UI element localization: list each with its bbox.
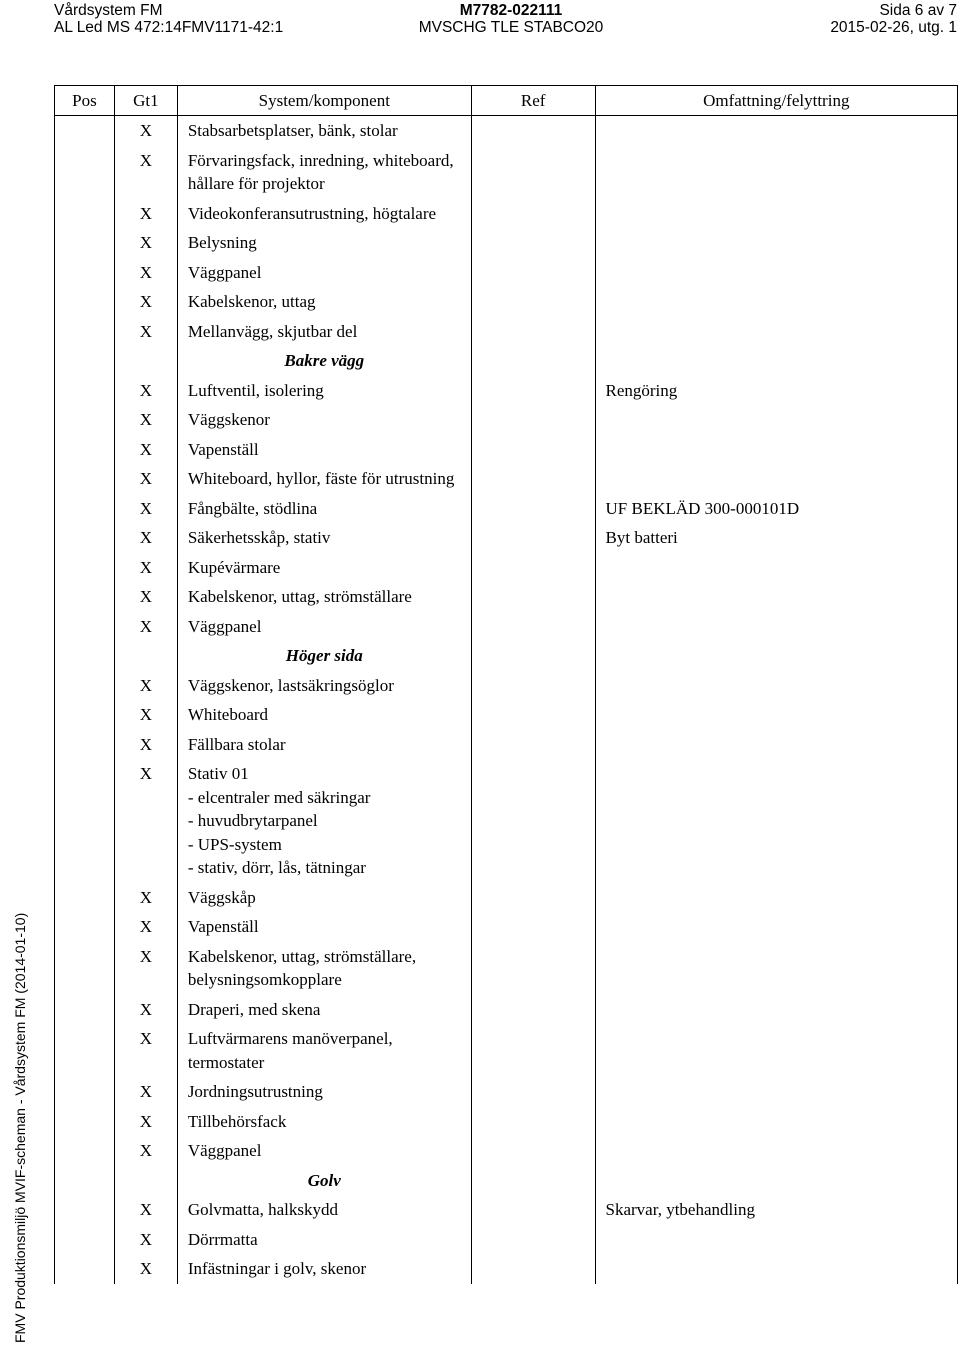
pos-cell [55, 700, 115, 730]
gt1-cell: X [114, 582, 177, 612]
header-date-edition: 2015-02-26, utg. 1 [830, 19, 957, 36]
component-cell: Infästningar i golv, skenor [177, 1254, 471, 1284]
component-line: - UPS-system [187, 834, 282, 854]
table-row [55, 730, 958, 760]
omfattning-cell [595, 258, 957, 288]
gt1-cell: X [114, 671, 177, 701]
omfattning-cell [595, 759, 957, 883]
omfattning-cell [595, 1254, 957, 1284]
ref-cell [471, 1166, 595, 1196]
gt1-cell [114, 641, 177, 671]
component-cell: Dörrmatta [177, 1225, 471, 1255]
gt1-cell: X [114, 287, 177, 317]
pos-cell [55, 995, 115, 1025]
omfattning-cell [595, 464, 957, 494]
header-left [54, 2, 283, 36]
gt1-cell: X [114, 700, 177, 730]
pos-cell [55, 582, 115, 612]
pos-cell [55, 1166, 115, 1196]
gt1-cell: X [114, 1077, 177, 1107]
gt1-cell: X [114, 912, 177, 942]
ref-cell [471, 376, 595, 406]
omfattning-cell [595, 317, 957, 347]
table-row [55, 258, 958, 288]
column-header-gt1: Gt1 [114, 86, 177, 116]
table-row [55, 287, 958, 317]
component-line: - elcentraler med säkringar [187, 787, 371, 807]
gt1-cell [114, 1166, 177, 1196]
section-row [55, 346, 958, 376]
omfattning-cell: Skarvar, ytbehandling [595, 1195, 957, 1225]
gt1-cell: X [114, 435, 177, 465]
pos-cell [55, 1107, 115, 1137]
table-row [55, 494, 958, 524]
component-cell: Väggskenor [177, 405, 471, 435]
pos-cell [55, 641, 115, 671]
pos-cell [55, 1225, 115, 1255]
ref-cell [471, 346, 595, 376]
gt1-cell: X [114, 464, 177, 494]
component-cell: Luftvärmarens manöverpanel, termostater [177, 1024, 471, 1077]
component-line: Förvaringsfack, inredning, whiteboard, [187, 150, 454, 170]
ref-cell [471, 912, 595, 942]
omfattning-cell [595, 995, 957, 1025]
pos-cell [55, 405, 115, 435]
component-cell: Whiteboard, hyllor, fäste för utrustning [177, 464, 471, 494]
pos-cell [55, 553, 115, 583]
gt1-cell: X [114, 258, 177, 288]
ref-cell [471, 1195, 595, 1225]
pos-cell [55, 435, 115, 465]
component-cell: Kabelskenor, uttag, strömställare [177, 582, 471, 612]
gt1-cell: X [114, 1107, 177, 1137]
table-row [55, 228, 958, 258]
gt1-cell: X [114, 883, 177, 913]
ref-cell [471, 942, 595, 995]
component-cell: Kabelskenor, uttag [177, 287, 471, 317]
omfattning-cell [595, 405, 957, 435]
gt1-cell: X [114, 995, 177, 1025]
component-line: Stativ 01 [187, 764, 249, 783]
table-row [55, 1077, 958, 1107]
component-cell: Vapenställ [177, 435, 471, 465]
pos-cell [55, 287, 115, 317]
pos-cell [55, 464, 115, 494]
gt1-cell: X [114, 730, 177, 760]
omfattning-cell [595, 146, 957, 199]
ref-cell [471, 258, 595, 288]
gt1-cell: X [114, 228, 177, 258]
omfattning-cell [595, 912, 957, 942]
pos-cell [55, 228, 115, 258]
gt1-cell: X [114, 1254, 177, 1284]
component-cell: Mellanvägg, skjutbar del [177, 317, 471, 347]
omfattning-cell [595, 671, 957, 701]
ref-cell [471, 641, 595, 671]
ref-cell [471, 228, 595, 258]
ref-cell [471, 700, 595, 730]
omfattning-cell [595, 346, 957, 376]
table-row [55, 199, 958, 229]
component-cell: Draperi, med skena [177, 995, 471, 1025]
pos-cell [55, 494, 115, 524]
omfattning-cell [595, 1024, 957, 1077]
gt1-cell: X [114, 1195, 177, 1225]
component-cell: Jordningsutrustning [177, 1077, 471, 1107]
ref-cell [471, 1024, 595, 1077]
component-cell: Stabsarbetsplatser, bänk, stolar [177, 116, 471, 146]
omfattning-cell: UF BEKLÄD 300-000101D [595, 494, 957, 524]
pos-cell [55, 346, 115, 376]
component-line: - stativ, dörr, lås, tätningar [187, 858, 366, 877]
side-footer-text: FMV Produktionsmiljö MVIF-scheman - Vårdsystem FM (2014-01-10) [12, 912, 28, 1343]
ref-cell [471, 1225, 595, 1255]
table-row [55, 523, 958, 553]
component-cell: Väggpanel [177, 612, 471, 642]
ref-cell [471, 759, 595, 883]
pos-cell [55, 523, 115, 553]
gt1-cell: X [114, 1225, 177, 1255]
component-cell: Videokonferansutrustning, högtalare [177, 199, 471, 229]
omfattning-cell [595, 582, 957, 612]
table-row [55, 1107, 958, 1137]
gt1-cell: X [114, 494, 177, 524]
pos-cell [55, 1024, 115, 1077]
pos-cell [55, 883, 115, 913]
pos-cell [55, 730, 115, 760]
omfattning-cell [595, 287, 957, 317]
omfattning-cell [595, 1225, 957, 1255]
gt1-cell: X [114, 405, 177, 435]
omfattning-cell [595, 553, 957, 583]
component-cell: Fångbälte, stödlina [177, 494, 471, 524]
ref-cell [471, 116, 595, 146]
component-line: hållare för projektor [187, 174, 325, 193]
ref-cell [471, 405, 595, 435]
ref-cell [471, 146, 595, 199]
table-row [55, 612, 958, 642]
ref-cell [471, 1077, 595, 1107]
header-document-code: MVSCHG TLE STABCO20 [418, 19, 604, 36]
table-row [55, 1254, 958, 1284]
table-row [55, 582, 958, 612]
component-cell: Väggpanel [177, 1136, 471, 1166]
ref-cell [471, 612, 595, 642]
ref-cell [471, 1254, 595, 1284]
section-heading: Golv [177, 1166, 471, 1196]
omfattning-cell [595, 199, 957, 229]
ref-cell [471, 730, 595, 760]
component-line: Kabelskenor, uttag, strömställare, [187, 946, 417, 966]
maintenance-table [54, 85, 958, 1284]
section-row [55, 641, 958, 671]
gt1-cell: X [114, 942, 177, 995]
ref-cell [471, 199, 595, 229]
omfattning-cell [595, 228, 957, 258]
ref-cell [471, 582, 595, 612]
page-header [54, 2, 957, 42]
pos-cell [55, 146, 115, 199]
pos-cell [55, 1077, 115, 1107]
component-cell [177, 942, 471, 995]
component-cell: Whiteboard [177, 700, 471, 730]
pos-cell [55, 116, 115, 146]
table-row [55, 671, 958, 701]
omfattning-cell [595, 730, 957, 760]
omfattning-cell [595, 700, 957, 730]
ref-cell [471, 883, 595, 913]
table-row [55, 995, 958, 1025]
omfattning-cell [595, 883, 957, 913]
omfattning-cell [595, 942, 957, 995]
table-row [55, 700, 958, 730]
pos-cell [55, 912, 115, 942]
table-row [55, 435, 958, 465]
gt1-cell: X [114, 376, 177, 406]
gt1-cell: X [114, 523, 177, 553]
omfattning-cell [595, 1166, 957, 1196]
component-line: belysningsomkopplare [187, 970, 342, 989]
ref-cell [471, 317, 595, 347]
gt1-cell: X [114, 1136, 177, 1166]
component-cell: Väggskenor, lastsäkringsöglor [177, 671, 471, 701]
pos-cell [55, 376, 115, 406]
component-cell [177, 759, 471, 883]
table-row [55, 376, 958, 406]
pos-cell [55, 612, 115, 642]
pos-cell [55, 199, 115, 229]
gt1-cell: X [114, 199, 177, 229]
ref-cell [471, 464, 595, 494]
omfattning-cell [595, 612, 957, 642]
table-row [55, 1225, 958, 1255]
table-row [55, 146, 958, 199]
ref-cell [471, 1107, 595, 1137]
component-cell: Kupévärmare [177, 553, 471, 583]
ref-cell [471, 1136, 595, 1166]
header-page-number: Sida 6 av 7 [879, 2, 957, 19]
pos-cell [55, 1254, 115, 1284]
header-reference: AL Led MS 472:14FMV1171-42:1 [54, 19, 284, 36]
component-cell: Tillbehörsfack [177, 1107, 471, 1137]
omfattning-cell [595, 1077, 957, 1107]
ref-cell [471, 287, 595, 317]
column-header-pos: Pos [55, 86, 115, 116]
table-row [55, 912, 958, 942]
table-row [55, 1195, 958, 1225]
table-row [55, 464, 958, 494]
component-cell: Golvmatta, halkskydd [177, 1195, 471, 1225]
pos-cell [55, 258, 115, 288]
component-cell: Luftventil, isolering [177, 376, 471, 406]
omfattning-cell [595, 435, 957, 465]
ref-cell [471, 435, 595, 465]
ref-cell [471, 494, 595, 524]
header-system-name: Vårdsystem FM [54, 2, 163, 19]
component-cell: Fällbara stolar [177, 730, 471, 760]
table-row [55, 883, 958, 913]
component-line: - huvudbrytarpanel [187, 811, 318, 830]
pos-cell [55, 1195, 115, 1225]
table-row [55, 317, 958, 347]
section-heading: Bakre vägg [177, 346, 471, 376]
gt1-cell: X [114, 759, 177, 883]
component-cell: Säkerhetsskåp, stativ [177, 523, 471, 553]
pos-cell [55, 942, 115, 995]
header-center [411, 2, 611, 36]
gt1-cell: X [114, 317, 177, 347]
column-header-omfattning: Omfattning/felyttring [595, 86, 957, 116]
table-row [55, 942, 958, 995]
gt1-cell: X [114, 553, 177, 583]
component-cell: Belysning [177, 228, 471, 258]
omfattning-cell: Byt batteri [595, 523, 957, 553]
ref-cell [471, 523, 595, 553]
ref-cell [471, 553, 595, 583]
table-row [55, 759, 958, 883]
gt1-cell: X [114, 612, 177, 642]
gt1-cell: X [114, 116, 177, 146]
pos-cell [55, 759, 115, 883]
gt1-cell: X [114, 146, 177, 199]
table-row [55, 1136, 958, 1166]
gt1-cell: X [114, 1024, 177, 1077]
pos-cell [55, 317, 115, 347]
ref-cell [471, 995, 595, 1025]
omfattning-cell [595, 1107, 957, 1137]
omfattning-cell [595, 116, 957, 146]
omfattning-cell [595, 641, 957, 671]
gt1-cell [114, 346, 177, 376]
pos-cell [55, 671, 115, 701]
component-cell: Väggskåp [177, 883, 471, 913]
component-cell [177, 146, 471, 199]
component-cell: Vapenställ [177, 912, 471, 942]
table-header-row [55, 86, 958, 116]
omfattning-cell: Rengöring [595, 376, 957, 406]
column-header-ref: Ref [471, 86, 595, 116]
table-row [55, 1024, 958, 1077]
section-heading: Höger sida [177, 641, 471, 671]
header-right [830, 2, 957, 36]
table-row [55, 405, 958, 435]
section-row [55, 1166, 958, 1196]
table-row [55, 116, 958, 146]
header-document-number: M7782-022111 [459, 2, 563, 19]
table-row [55, 553, 958, 583]
ref-cell [471, 671, 595, 701]
component-cell: Väggpanel [177, 258, 471, 288]
omfattning-cell [595, 1136, 957, 1166]
pos-cell [55, 1136, 115, 1166]
column-header-system-komponent: System/komponent [177, 86, 471, 116]
